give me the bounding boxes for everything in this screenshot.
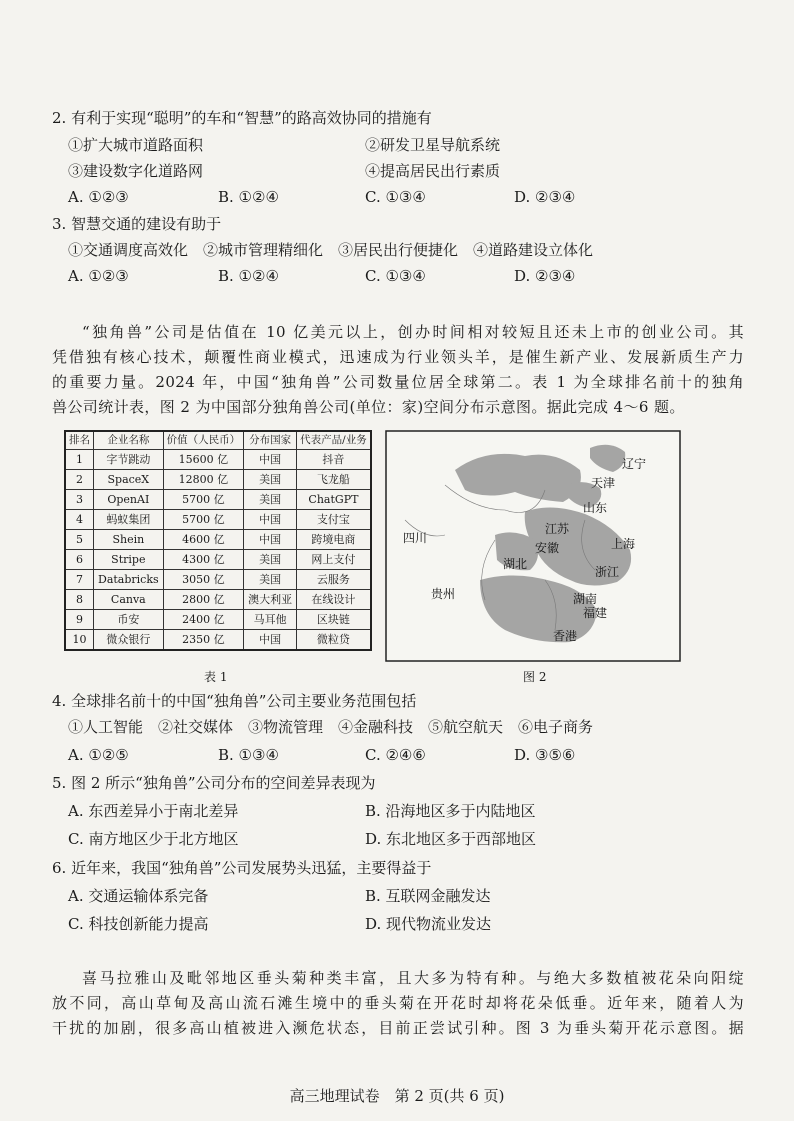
table-header-row bbox=[65, 431, 371, 450]
q2-item: ②研发卫星导航系统 bbox=[365, 136, 501, 154]
table-cell: 中国 bbox=[244, 510, 297, 530]
option: C. 南方地区少于北方地区 bbox=[68, 830, 239, 848]
q5-options-row-2 bbox=[68, 828, 708, 850]
q2-options bbox=[68, 186, 708, 208]
table-cell: OpenAI bbox=[94, 490, 164, 510]
q6-options-row-2 bbox=[68, 913, 708, 935]
map-label: 湖北 bbox=[503, 557, 528, 571]
table-cell: 2400 亿 bbox=[163, 610, 244, 630]
table-row bbox=[65, 450, 371, 470]
passage-line: 干扰的加剧，很多高山植被进入濒危状态，目前正尝试引种。图 3 为垂头菊开花示意图。据 bbox=[52, 1019, 744, 1037]
map-label: 上海 bbox=[611, 537, 636, 551]
option: A. 交通运输体系完备 bbox=[68, 887, 209, 905]
table-row bbox=[65, 610, 371, 630]
option: D. ③⑤⑥ bbox=[514, 746, 576, 764]
option: B. ①②④ bbox=[218, 267, 279, 285]
table-cell: 7 bbox=[65, 570, 94, 590]
q6-options-row-1 bbox=[68, 885, 708, 907]
table-cell: 2 bbox=[65, 470, 94, 490]
table-row bbox=[65, 570, 371, 590]
q3-items: ①交通调度高效化 ②城市管理精细化 ③居民出行便捷化 ④道路建设立体化 bbox=[68, 241, 594, 259]
table-cell: 4600 亿 bbox=[163, 530, 244, 550]
table-cell: 区块链 bbox=[297, 610, 371, 630]
table-row bbox=[65, 590, 371, 610]
table-cell: 字节跳动 bbox=[94, 450, 164, 470]
table-cell: 云服务 bbox=[297, 570, 371, 590]
col-header: 分布国家 bbox=[244, 431, 297, 450]
passage-unicorn bbox=[52, 320, 744, 420]
q2-item: ④提高居民出行素质 bbox=[365, 162, 501, 180]
table-row bbox=[65, 550, 371, 570]
q4-stem: 4. 全球排名前十的中国“独角兽”公司主要业务范围包括 bbox=[52, 692, 417, 710]
table-cell: 12800 亿 bbox=[163, 470, 244, 490]
map-label: 江苏 bbox=[545, 522, 570, 536]
table-cell: 美国 bbox=[244, 570, 297, 590]
table-cell: 1 bbox=[65, 450, 94, 470]
map-caption: 图 2 bbox=[523, 670, 547, 684]
option: A. 东西差异小于南北差异 bbox=[68, 802, 239, 820]
passage-line: 的重要力量。2024 年，中国“独角兽”公司数量位居全球第二。表 1 为全球排名前十的独角 bbox=[52, 373, 744, 391]
table-cell: 中国 bbox=[244, 630, 297, 651]
q4-options bbox=[68, 744, 708, 766]
col-header: 排名 bbox=[65, 431, 94, 450]
q2-stem: 2. 有利于实现“聪明”的车和“智慧”的路高效协同的措施有 bbox=[52, 109, 432, 127]
q5-stem: 5. 图 2 所示“独角兽”公司分布的空间差异表现为 bbox=[52, 774, 376, 792]
option: C. ①③④ bbox=[365, 188, 426, 206]
q2-item: ①扩大城市道路面积 bbox=[68, 136, 204, 154]
map-label: 辽宁 bbox=[622, 457, 647, 471]
table-cell: 6 bbox=[65, 550, 94, 570]
map-svg bbox=[385, 430, 681, 662]
table-cell: 5 bbox=[65, 530, 94, 550]
table-cell: 微粒贷 bbox=[297, 630, 371, 651]
table-cell: 5700 亿 bbox=[163, 490, 244, 510]
table-cell: 10 bbox=[65, 630, 94, 651]
table-cell: 马耳他 bbox=[244, 610, 297, 630]
option: D. ②③④ bbox=[514, 188, 576, 206]
table-caption: 表 1 bbox=[204, 670, 228, 684]
table-cell: 美国 bbox=[244, 490, 297, 510]
table-body bbox=[65, 450, 371, 651]
map-label: 湖南 bbox=[573, 592, 598, 606]
table-cell: 支付宝 bbox=[297, 510, 371, 530]
table-row bbox=[65, 630, 371, 651]
q2-items-row-2 bbox=[68, 160, 708, 182]
table-cell: Databricks bbox=[94, 570, 164, 590]
passage-line: 凭借独有核心技术，颠覆性商业模式，迅速成为行业领头羊，是催生新产业、发展新质生产力 bbox=[52, 348, 744, 366]
option: D. 东北地区多于西部地区 bbox=[365, 830, 537, 848]
page-footer: 高三地理试卷 第 2 页(共 6 页) bbox=[289, 1087, 505, 1105]
passage-line: 放不同，高山草甸及高山流石滩生境中的垂头菊在开花时却将花朵低垂。近年来，随着人为 bbox=[52, 994, 744, 1012]
table-cell: 4300 亿 bbox=[163, 550, 244, 570]
table-cell: 币安 bbox=[94, 610, 164, 630]
table-cell: 蚂蚁集团 bbox=[94, 510, 164, 530]
table-cell: 15600 亿 bbox=[163, 450, 244, 470]
q6-stem: 6. 近年来，我国“独角兽”公司发展势头迅猛，主要得益于 bbox=[52, 859, 432, 877]
option: A. ①②③ bbox=[68, 188, 129, 206]
map-label: 安徽 bbox=[535, 541, 560, 555]
q3-stem: 3. 智慧交通的建设有助于 bbox=[52, 215, 222, 233]
table-cell: 微众银行 bbox=[94, 630, 164, 651]
table-row bbox=[65, 510, 371, 530]
q2-item: ③建设数字化道路网 bbox=[68, 162, 204, 180]
option: D. ②③④ bbox=[514, 267, 576, 285]
map-label: 天津 bbox=[591, 476, 616, 490]
table-cell: 3 bbox=[65, 490, 94, 510]
table-cell: SpaceX bbox=[94, 470, 164, 490]
table-cell: 飞龙船 bbox=[297, 470, 371, 490]
map-label: 福建 bbox=[583, 606, 608, 620]
option: B. ①②④ bbox=[218, 188, 279, 206]
unicorn-table bbox=[64, 430, 372, 651]
option: B. ①③④ bbox=[218, 746, 279, 764]
q4-items: ①人工智能 ②社交媒体 ③物流管理 ④金融科技 ⑤航空航天 ⑥电子商务 bbox=[68, 718, 594, 736]
option: C. 科技创新能力提高 bbox=[68, 915, 209, 933]
table-cell: 2800 亿 bbox=[163, 590, 244, 610]
table-cell: 抖音 bbox=[297, 450, 371, 470]
table-cell: 2350 亿 bbox=[163, 630, 244, 651]
table-cell: 在线设计 bbox=[297, 590, 371, 610]
passage-line: 喜马拉雅山及毗邻地区垂头菊种类丰富，且大多为特有种。与绝大多数植被花朵向阳绽 bbox=[82, 969, 744, 987]
option: A. ①②⑤ bbox=[68, 746, 129, 764]
option: A. ①②③ bbox=[68, 267, 129, 285]
unicorn-distribution-map bbox=[385, 430, 681, 662]
table-cell: 澳大利亚 bbox=[244, 590, 297, 610]
option: D. 现代物流业发达 bbox=[365, 915, 492, 933]
option: B. 沿海地区多于内陆地区 bbox=[365, 802, 536, 820]
col-header: 企业名称 bbox=[94, 431, 164, 450]
option: B. 互联网金融发达 bbox=[365, 887, 491, 905]
passage-line: 兽公司统计表，图 2 为中国部分独角兽公司(单位：家)空间分布示意图。据此完成 4～6 题。 bbox=[52, 398, 685, 416]
q5-options-row-1 bbox=[68, 800, 708, 822]
option: C. ①③④ bbox=[365, 267, 426, 285]
table-cell: 9 bbox=[65, 610, 94, 630]
passage-ligularia bbox=[52, 966, 744, 1041]
table-cell: Stripe bbox=[94, 550, 164, 570]
table-cell: 跨境电商 bbox=[297, 530, 371, 550]
table-row bbox=[65, 530, 371, 550]
passage-line: “独角兽”公司是估值在 10 亿美元以上，创办时间相对较短且还未上市的创业公司。其 bbox=[82, 323, 744, 341]
table-cell: 中国 bbox=[244, 530, 297, 550]
option: C. ②④⑥ bbox=[365, 746, 426, 764]
table-cell: 美国 bbox=[244, 550, 297, 570]
table-cell: Shein bbox=[94, 530, 164, 550]
table-cell: 5700 亿 bbox=[163, 510, 244, 530]
table-cell: 中国 bbox=[244, 450, 297, 470]
table-row bbox=[65, 470, 371, 490]
map-label: 香港 bbox=[553, 629, 578, 643]
col-header: 价值（人民币） bbox=[163, 431, 244, 450]
table-cell: 4 bbox=[65, 510, 94, 530]
table-cell: 美国 bbox=[244, 470, 297, 490]
col-header: 代表产品/业务 bbox=[297, 431, 371, 450]
map-label: 四川 bbox=[403, 531, 428, 545]
map-label: 贵州 bbox=[431, 587, 456, 601]
map-label: 山东 bbox=[583, 501, 608, 515]
table-cell: 3050 亿 bbox=[163, 570, 244, 590]
table-cell: 网上支付 bbox=[297, 550, 371, 570]
table-cell: Canva bbox=[94, 590, 164, 610]
map-label: 浙江 bbox=[595, 565, 620, 579]
q3-options bbox=[68, 265, 708, 287]
table-cell: ChatGPT bbox=[297, 490, 371, 510]
q2-items-row-1 bbox=[68, 134, 708, 156]
table-cell: 8 bbox=[65, 590, 94, 610]
table-row bbox=[65, 490, 371, 510]
